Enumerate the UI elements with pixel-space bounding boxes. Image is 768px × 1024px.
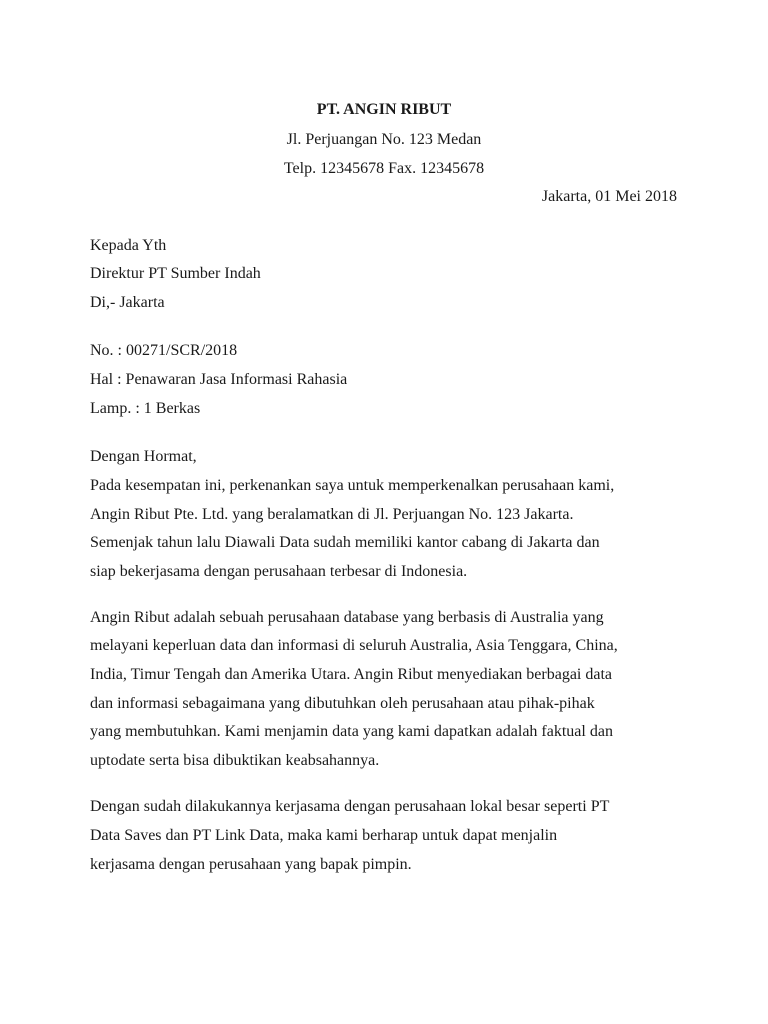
salutation: Dengan Hormat, bbox=[90, 448, 197, 465]
letter-date: Jakarta, 01 Mei 2018 bbox=[541, 188, 677, 205]
paragraph-3-line: Dengan sudah dilakukannya kerjasama dengan perusahaan lokal besar seperti PT bbox=[90, 798, 610, 815]
paragraph-2-line: yang membutuhkan. Kami menjamin data yang kami dapatkan adalah faktual dan bbox=[90, 723, 613, 740]
paragraph-1-line: Angin Ribut Pte. Ltd. yang beralamatkan di Jl. Perjuangan No. 123 Jakarta. bbox=[90, 506, 574, 523]
paragraph-3-line: kerjasama dengan perusahaan yang bapak pimpin. bbox=[90, 856, 412, 873]
paragraph-1-line: siap bekerjasama dengan perusahaan terbesar di Indonesia. bbox=[90, 563, 468, 580]
company-name: PT. ANGIN RIBUT bbox=[316, 101, 452, 118]
recipient-line-3: Di,- Jakarta bbox=[90, 294, 165, 311]
paragraph-2-line: Angin Ribut adalah sebuah perusahaan database yang berbasis di Australia yang bbox=[90, 609, 604, 626]
paragraph-2-line: dan informasi sebagaimana yang dibutuhkan oleh perusahaan atau pihak-pihak bbox=[90, 695, 595, 712]
letter-attachment: Lamp. : 1 Berkas bbox=[90, 400, 201, 417]
company-contact: Telp. 12345678 Fax. 12345678 bbox=[283, 160, 485, 177]
letter-subject: Hal : Penawaran Jasa Informasi Rahasia bbox=[90, 371, 348, 388]
letter-number: No. : 00271/SCR/2018 bbox=[90, 342, 238, 359]
paragraph-2-line: melayani keperluan data dan informasi di seluruh Australia, Asia Tenggara, China, bbox=[90, 637, 618, 654]
recipient-line-2: Direktur PT Sumber Indah bbox=[90, 265, 261, 282]
paragraph-3-line: Data Saves dan PT Link Data, maka kami berharap untuk dapat menjalin bbox=[90, 827, 558, 844]
paragraph-1-line: Semenjak tahun lalu Diawali Data sudah memiliki kantor cabang di Jakarta dan bbox=[90, 534, 600, 551]
paragraph-1-line: Pada kesempatan ini, perkenankan saya untuk memperkenalkan perusahaan kami, bbox=[90, 477, 615, 494]
company-address: Jl. Perjuangan No. 123 Medan bbox=[286, 131, 482, 148]
paragraph-2-line: India, Timur Tengah dan Amerika Utara. Angin Ribut menyediakan berbagai data bbox=[90, 666, 613, 683]
paragraph-2-line: uptodate serta bisa dibuktikan keabsahannya. bbox=[90, 752, 380, 769]
recipient-line-1: Kepada Yth bbox=[90, 237, 167, 254]
